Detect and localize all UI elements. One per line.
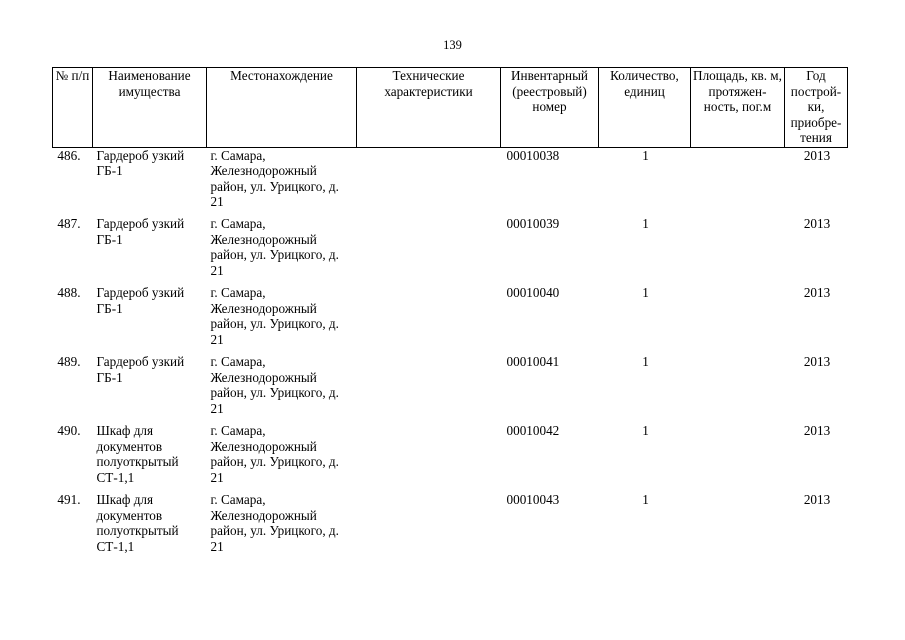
cell-inventory: 00010043 — [506, 492, 560, 507]
cell-inventory: 00010040 — [506, 285, 560, 300]
cell-inventory: 00010041 — [506, 354, 560, 369]
cell-tech — [357, 354, 501, 423]
cell-location: г. Самара, Железнодорожный район, ул. Урицкого, д. 21 — [210, 492, 339, 554]
cell-year: 2013 — [803, 354, 831, 369]
cell-quantity: 1 — [642, 354, 649, 369]
cell-inventory: 00010042 — [506, 423, 560, 438]
cell-number: 491. — [57, 492, 81, 507]
table-row — [53, 216, 848, 285]
page-number: 139 — [443, 38, 462, 52]
cell-number: 486. — [57, 147, 81, 163]
cell-year: 2013 — [803, 147, 831, 163]
cell-year: 2013 — [803, 423, 831, 438]
cell-area — [691, 423, 785, 492]
cell-year: 2013 — [803, 492, 831, 507]
cell-tech — [357, 492, 501, 561]
cell-area — [691, 285, 785, 354]
header-cell-tech: Технические характеристики — [357, 68, 501, 148]
cell-area — [691, 147, 785, 216]
header-cell-area: Площадь, кв. м, протяжен-ность, пог.м — [691, 68, 785, 148]
cell-quantity: 1 — [642, 492, 649, 507]
cell-name: Гардероб узкий ГБ-1 — [96, 285, 185, 316]
cell-name: Гардероб узкий ГБ-1 — [96, 354, 185, 385]
cell-location: г. Самара, Железнодорожный район, ул. Урицкого, д. 21 — [210, 285, 339, 347]
cell-inventory: 00010039 — [506, 216, 560, 231]
header-cell-number: № п/п — [53, 68, 93, 148]
cell-tech — [357, 423, 501, 492]
table-row — [53, 492, 848, 561]
header-cell-inventory: Инвентарный (реестровый) номер — [501, 68, 599, 148]
cell-inventory: 00010038 — [506, 147, 560, 163]
cell-name: Шкаф для документов полуоткрытый СТ-1,1 — [96, 423, 179, 485]
cell-number: 487. — [57, 216, 81, 231]
cell-number: 490. — [57, 423, 81, 438]
table-row — [53, 354, 848, 423]
cell-number: 489. — [57, 354, 81, 369]
cell-number: 488. — [57, 285, 81, 300]
cell-name: Шкаф для документов полуоткрытый СТ-1,1 — [96, 492, 179, 554]
table-header — [53, 68, 848, 148]
cell-area — [691, 492, 785, 561]
cell-tech — [357, 216, 501, 285]
cell-area — [691, 216, 785, 285]
cell-quantity: 1 — [642, 147, 649, 163]
table-body — [53, 147, 848, 561]
cell-name: Гардероб узкий ГБ-1 — [96, 216, 185, 247]
header-cell-name: Наименование имущества — [93, 68, 207, 148]
property-registry-table — [52, 67, 848, 561]
cell-year: 2013 — [803, 285, 831, 300]
cell-location: г. Самара, Железнодорожный район, ул. Урицкого, д. 21 — [210, 216, 339, 278]
cell-location: г. Самара, Железнодорожный район, ул. Урицкого, д. 21 — [210, 423, 339, 485]
cell-year: 2013 — [803, 216, 831, 231]
cell-quantity: 1 — [642, 216, 649, 231]
cell-tech — [357, 147, 501, 216]
cell-location: г. Самара, Железнодорожный район, ул. Урицкого, д. 21 — [210, 147, 339, 209]
table-row — [53, 285, 848, 354]
header-cell-quantity: Количество, единиц — [599, 68, 691, 148]
table-row — [53, 423, 848, 492]
cell-name: Гардероб узкий ГБ-1 — [96, 147, 185, 178]
cell-quantity: 1 — [642, 423, 649, 438]
table-row — [53, 147, 848, 216]
cell-quantity: 1 — [642, 285, 649, 300]
header-cell-year: Год построй-ки, приобре-тения — [785, 68, 848, 148]
cell-location: г. Самара, Железнодорожный район, ул. Урицкого, д. 21 — [210, 354, 339, 416]
cell-area — [691, 354, 785, 423]
cell-tech — [357, 285, 501, 354]
header-cell-location: Местонахождение — [207, 68, 357, 148]
header-row — [53, 68, 848, 148]
